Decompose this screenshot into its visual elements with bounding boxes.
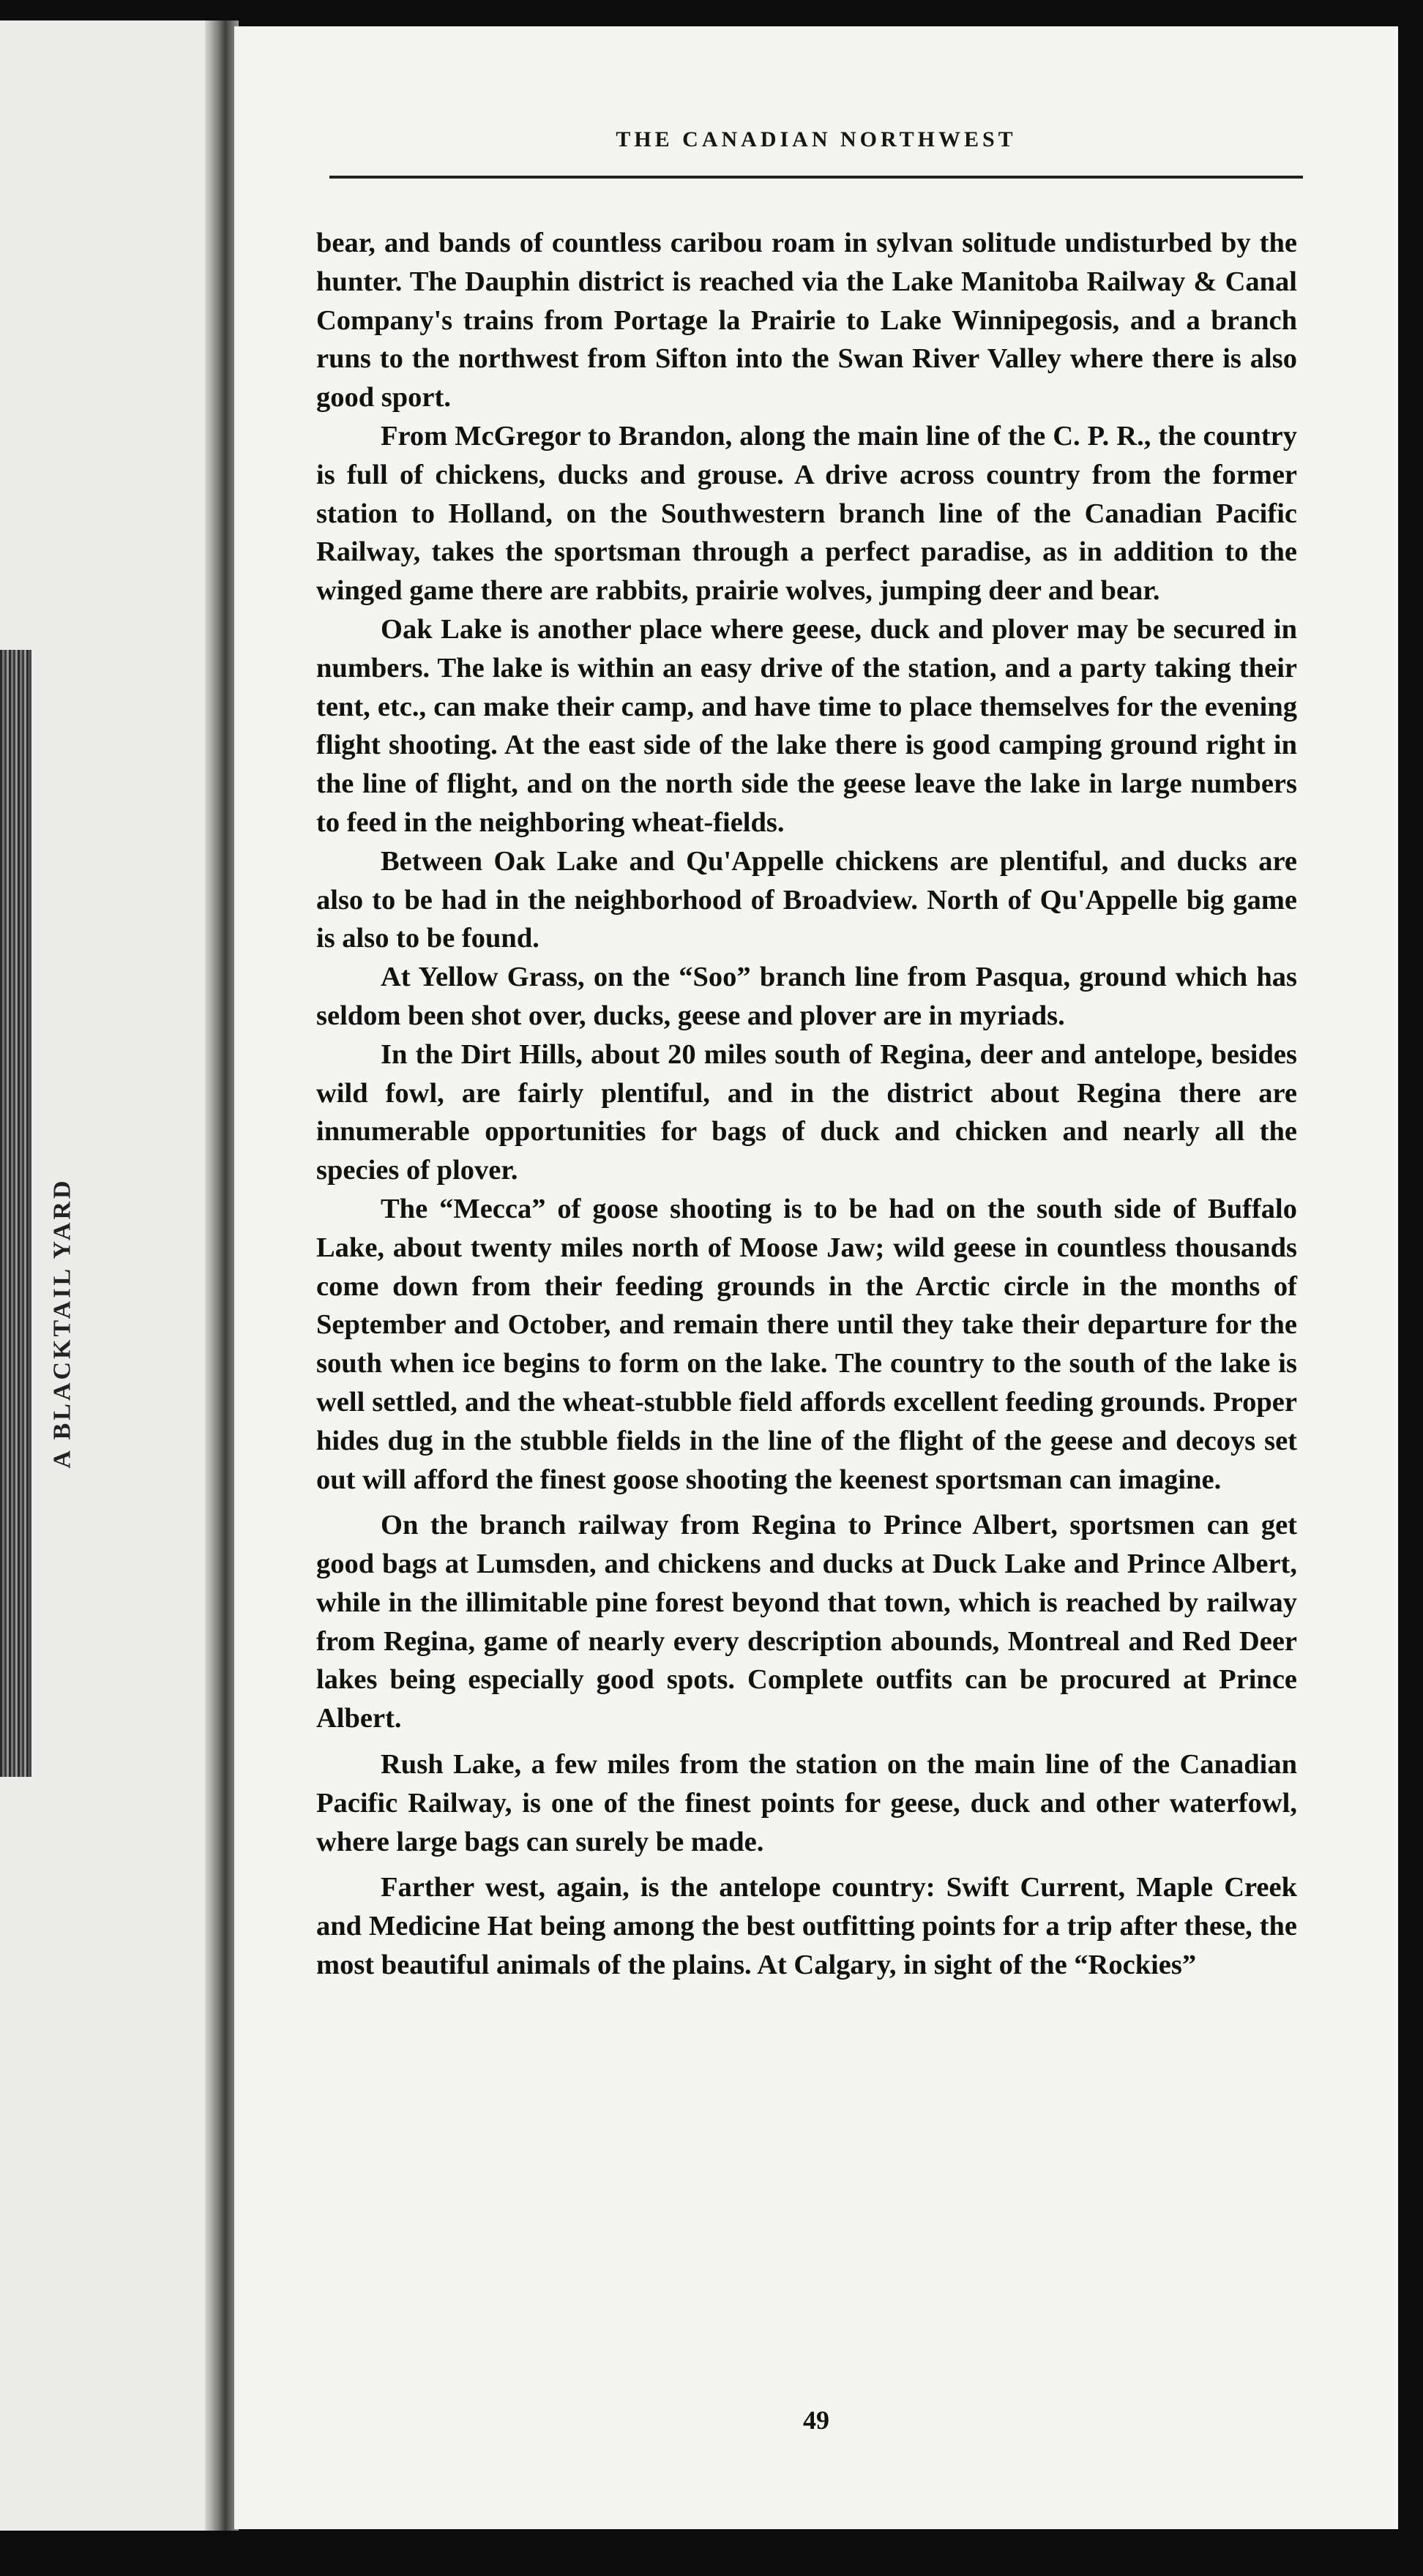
- page-body: [316, 224, 1297, 1985]
- paragraph: Rush Lake, a few miles from the station on the main line of the Canadian Pacific Railway, is one of the finest points for geese, duck and other waterfowl, where large bags can surely be made.: [316, 1749, 1297, 1857]
- plate-caption: A BLACKTAIL YARD: [49, 1177, 77, 1469]
- paragraph: In the Dirt Hills, about 20 miles south of Regina, deer and antelope, besides wild fowl, are fairly plentiful, and in the district about Regina there are innumerable opportunities for bags of duck and chicken and nearly all the species of plover.: [316, 1038, 1297, 1186]
- paragraph: Between Oak Lake and Qu'Appelle chickens are plentiful, and ducks are also to be had in the neighborhood of Broadview. North of Qu'Appelle big game is also to be found.: [316, 845, 1297, 954]
- head-rule: [329, 176, 1303, 179]
- paragraph: Oak Lake is another place where geese, duck and plover may be secured in numbers. The lake is within an easy drive of the station, and a party taking their tent, etc., can make their camp, and have time to place themselves for the evening flight shooting. At the east side of the lake there is good camping ground right in the line of flight, and on the north side the geese leave the lake in large numbers to feed in the neighboring wheat-fields.: [316, 613, 1297, 838]
- book-page: [234, 26, 1398, 2529]
- plate-caption-wrap: [41, 1162, 85, 1484]
- photo-plate-edge: [0, 650, 31, 1777]
- paragraph: At Yellow Grass, on the “Soo” branch line from Pasqua, ground which has seldom been shot over, ducks, geese and plover are in myriads.: [316, 962, 1297, 1031]
- paragraph: bear, and bands of countless caribou roam in sylvan solitude undisturbed by the hunter. The Dauphin district is reached via the Lake Manitoba Railway & Canal Company's trains from Portage la Prairie to Lake Winnipegosis, and a branch runs to the northwest from Sifton into the Swan River Valley where there is also good sport.: [316, 228, 1297, 413]
- page-number: 49: [803, 2405, 829, 2435]
- paragraph: From McGregor to Brandon, along the main line of the C. P. R., the country is full of chickens, ducks and grouse. A drive across country from the former station to Holland, on the Southwestern branch line of the Canadian Pacific Railway, takes the sportsman through a perfect paradise, as in addition to the winged game there are rabbits, prairie wolves, jumping deer and bear.: [316, 420, 1297, 607]
- paragraph: The “Mecca” of goose shooting is to be had on the south side of Buffalo Lake, about twenty miles north of Moose Jaw; wild geese in countless thousands come down from their feeding grounds in the Arctic circle in the months of September and October, and remain there until they take their departure for the south when ice begins to form on the lake. The country to the south of the lake is well settled, and the wheat-stubble field affords excellent feeding grounds. Proper hides dug in the stubble fields in the line of the flight of the geese and decoys set out will afford the finest goose shooting the keenest sportsman can imagine.: [316, 1193, 1297, 1495]
- running-head: THE CANADIAN NORTHWEST: [616, 127, 1017, 151]
- paragraph: Farther west, again, is the antelope country: Swift Current, Maple Creek and Medicine Hat being among the best outfitting points for a trip after these, the most beautiful animals of the plains. At Calgary, in sight of the “Rockies”: [316, 1872, 1297, 1981]
- facing-page: [0, 20, 220, 2531]
- paragraph: On the branch railway from Regina to Prince Albert, sportsmen can get good bags at Lumsden, and chickens and ducks at Duck Lake and Prince Albert, while in the illimitable pine forest beyond that town, which is reached by railway from Regina, game of nearly every description abounds, Montreal and Red Deer lakes being especially good spots. Complete outfits can be procured at Prince Albert.: [316, 1510, 1297, 1734]
